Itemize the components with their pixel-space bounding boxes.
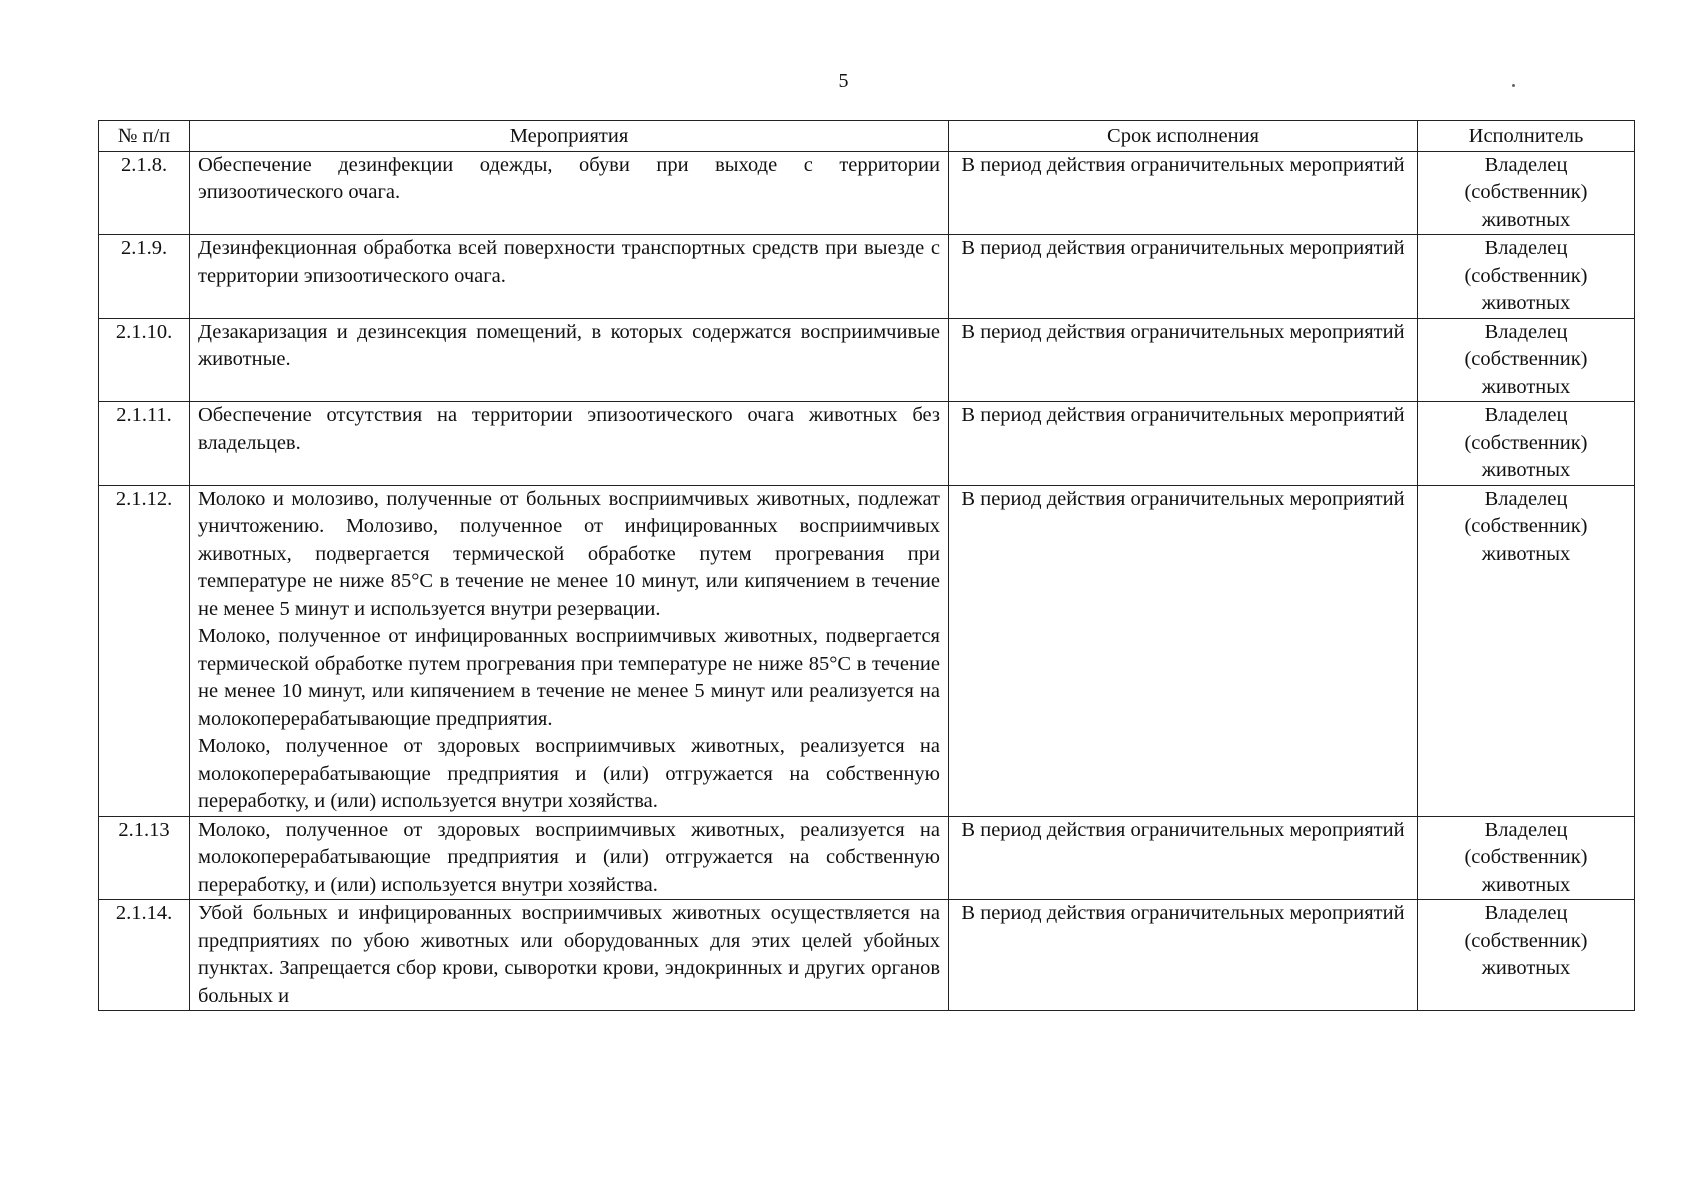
row-action <box>190 816 949 900</box>
row-executor: Владелец (собственник) животных <box>1418 318 1635 402</box>
row-num: 2.1.9. <box>99 235 190 319</box>
row-executor: Владелец (собственник) животных <box>1418 235 1635 319</box>
row-term: В период действия ограничительных мероприятий <box>949 151 1418 235</box>
table-row <box>99 151 1635 235</box>
row-action <box>190 402 949 486</box>
row-term: В период действия ограничительных мероприятий <box>949 900 1418 1011</box>
row-num: 2.1.14. <box>99 900 190 1011</box>
row-term: В период действия ограничительных мероприятий <box>949 318 1418 402</box>
table-row <box>99 900 1635 1011</box>
scan-speck <box>1512 84 1515 87</box>
action-paragraph: Убой больных и инфицированных восприимчивых животных осуществляется на предприятиях по убою животных или оборудованных для этих целей убойных пунктах. Запрещается сбор крови, сыворотки крови, эндокринных и других органов больных и <box>198 902 940 1007</box>
row-num: 2.1.11. <box>99 402 190 486</box>
measures-table <box>98 120 1635 1011</box>
row-num: 2.1.8. <box>99 151 190 235</box>
header-term: Срок исполнения <box>949 121 1418 152</box>
table-row <box>99 235 1635 319</box>
action-paragraph: Молоко, полученное от инфицированных восприимчивых животных, подвергается термической обработке путем прогревания при температуре не ниже 85°С в течение не менее 10 минут, или кипячением в течение не менее 5 минут или реализуется на молокоперерабатывающие предприятия. <box>198 625 940 730</box>
table-header-row <box>99 121 1635 152</box>
row-num: 2.1.10. <box>99 318 190 402</box>
action-paragraph: Молоко, полученное от здоровых восприимчивых животных, реализуется на молокоперерабатывающие предприятия и (или) отгружается на собственную переработку, и (или) используется внутри хозяйства. <box>198 735 940 812</box>
action-paragraph: Дезинфекционная обработка всей поверхности транспортных средств при выезде с территории эпизоотического очага. <box>198 237 940 287</box>
row-action <box>190 485 949 816</box>
action-paragraph: Обеспечение отсутствия на территории эпизоотического очага животных без владельцев. <box>198 404 940 454</box>
row-term: В период действия ограничительных мероприятий <box>949 235 1418 319</box>
row-executor: Владелец (собственник) животных <box>1418 816 1635 900</box>
row-num: 2.1.13 <box>99 816 190 900</box>
row-action <box>190 151 949 235</box>
row-num: 2.1.12. <box>99 485 190 816</box>
table-row <box>99 318 1635 402</box>
table-row <box>99 402 1635 486</box>
row-term: В период действия ограничительных мероприятий <box>949 402 1418 486</box>
action-paragraph: Молоко и молозиво, полученные от больных восприимчивых животных, подлежат уничтожению. Молозиво, полученное от инфицированных восприимчивых животных, подвергается термической обработке путем прогревания при температуре не ниже 85°С в течение не менее 10 минут, или кипячением в течение не менее 5 минут и используется внутри резервации. <box>198 487 940 620</box>
table-row <box>99 485 1635 816</box>
page-number: 5 <box>838 70 849 92</box>
row-executor: Владелец (собственник) животных <box>1418 485 1635 816</box>
row-term: В период действия ограничительных мероприятий <box>949 816 1418 900</box>
header-action: Мероприятия <box>190 121 949 152</box>
table-row <box>99 816 1635 900</box>
row-executor: Владелец (собственник) животных <box>1418 151 1635 235</box>
row-action <box>190 900 949 1011</box>
action-paragraph: Дезакаризация и дезинсекция помещений, в которых содержатся восприимчивые животные. <box>198 320 940 370</box>
row-action <box>190 235 949 319</box>
row-term: В период действия ограничительных мероприятий <box>949 485 1418 816</box>
header-num: № п/п <box>99 121 190 152</box>
action-paragraph: Молоко, полученное от здоровых восприимчивых животных, реализуется на молокоперерабатывающие предприятия и (или) отгружается на собственную переработку, и (или) используется внутри хозяйства. <box>198 818 940 896</box>
row-executor: Владелец (собственник) животных <box>1418 402 1635 486</box>
header-executor: Исполнитель <box>1418 121 1635 152</box>
row-executor: Владелец (собственник) животных <box>1418 900 1635 1011</box>
action-paragraph: Обеспечение дезинфекции одежды, обуви при выходе с территории эпизоотического очага. <box>198 153 940 203</box>
row-action <box>190 318 949 402</box>
